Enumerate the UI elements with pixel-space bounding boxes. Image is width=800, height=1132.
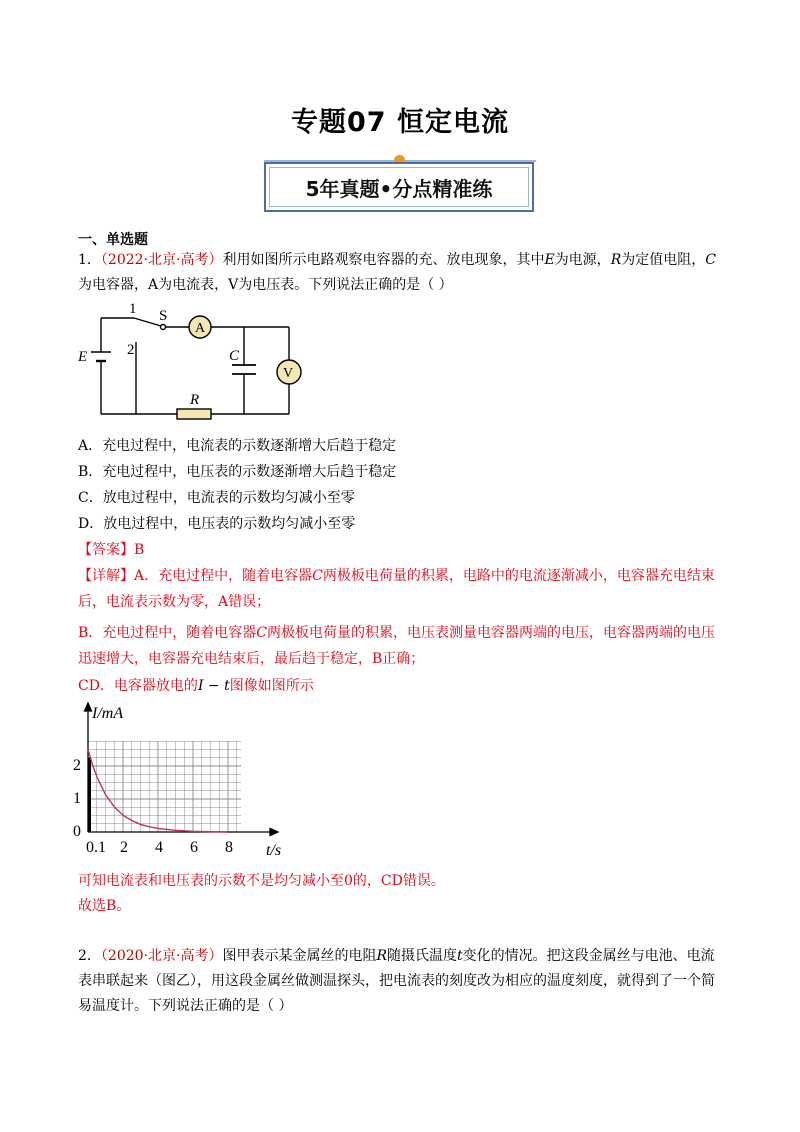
q2-stem-line1: 2．（2020·北京·高考）图甲表示某金属丝的电阻R随摄氏温度t变化的情况。把这段金属丝与电池、电流 [78, 948, 715, 964]
choose-line: 故选B。 [78, 898, 131, 914]
detail-line-3: B．充电过程中，随着电容器C两极板电荷量的积累，电压表测量电容器两端的电压，电容器两端的电压 [78, 625, 716, 641]
switch-arm [134, 318, 161, 326]
shaded-region [88, 758, 91, 833]
y-axis-arrow [85, 703, 92, 711]
var-c: C [312, 568, 323, 584]
option-b: B．充电过程中，电压表的示数逐渐增大后趋于稳定 [78, 464, 397, 480]
option-d: D．放电过程中，电压表的示数均匀减小至零 [78, 516, 356, 532]
detail-line-5: CD．电容器放电的I − t图像如图所示 [78, 678, 314, 694]
discharge-graph [68, 700, 313, 860]
q2-source: （2020·北京·高考） [100, 948, 223, 964]
detail-line-2: 后，电流表示数为零，A错误； [78, 594, 271, 610]
conclusion-line: 可知电流表和电压表的示数不是均匀减小至0的，CD错误。 [78, 873, 445, 889]
var-e: E [544, 252, 555, 268]
x-tick-label: 0.1 [86, 839, 106, 856]
detail-line-4: 迅速增大，电容器充电结束后，最后趋于稳定，B正确； [78, 651, 425, 667]
var-c: C [256, 625, 268, 641]
var-c: C [705, 252, 716, 268]
option-c: C．放电过程中，电流表的示数均匀减小至零 [78, 490, 355, 506]
switch-label: S [159, 308, 168, 324]
resistor-label: R [190, 392, 200, 408]
x-axis-arrow [270, 829, 278, 836]
q2-number: 2． [78, 948, 101, 964]
y-tick-label: 1 [73, 790, 81, 807]
x-tick-label: 6 [190, 839, 198, 856]
capacitor-label: C [229, 348, 240, 364]
x-axis-label: t/s [266, 842, 282, 859]
graph-grid [88, 741, 241, 832]
detail-line-1: 【详解】A．充电过程中，随着电容器C两极板电荷量的积累，电路中的电流逐渐减小，电容器充电结束 [78, 568, 715, 584]
var-i-t: I − t [197, 678, 230, 694]
resistor-r [177, 409, 211, 419]
circuit-diagram [74, 300, 304, 422]
page-title: 专题07 恒定电流 [291, 107, 509, 138]
battery-label: E [78, 349, 88, 365]
x-tick-label: 8 [225, 839, 233, 856]
q1-stem-text: 为电源， [554, 252, 611, 268]
q1-stem-line2: 为电容器，A为电流表，V为电压表。下列说法正确的是（ ） [78, 277, 453, 293]
voltmeter-label: V [283, 366, 294, 381]
y-axis-label: I/mA [92, 705, 124, 722]
q1-stem-line1 [78, 251, 716, 269]
var-t: t [457, 948, 463, 964]
q1-source: （2022·北京·高考） [100, 252, 223, 268]
switch-pivot [161, 325, 166, 330]
q1-stem-text: 为定值电阻， [621, 252, 706, 268]
ammeter-label: A [195, 321, 206, 336]
option-a: A．充电过程中，电流表的示数逐渐增大后趋于稳定 [78, 438, 397, 454]
q1-number: 1． [78, 252, 101, 268]
q1-stem-text: 利用如图所示电路观察电容器的充、放电现象，其中 [222, 252, 545, 268]
terminal-2-label: 2 [127, 342, 135, 358]
x-tick-label: 2 [120, 839, 128, 856]
var-r: R [376, 948, 387, 964]
q2-stem-line2: 表串联起来（图乙），用这段金属丝做测温探头，把电流表的刻度改为相应的温度刻度，就得到了一个简 [78, 973, 715, 989]
x-tick-label: 4 [155, 839, 163, 856]
y-tick-label: 2 [73, 757, 81, 774]
terminal-1-label: 1 [129, 301, 137, 317]
y-tick-label: 0 [73, 823, 81, 840]
banner-text: 5年真题•分点精准练 [269, 167, 529, 207]
answer-line: 【答案】B [78, 542, 145, 558]
var-r: R [610, 252, 622, 268]
banner-box [264, 162, 534, 212]
section-heading: 一、单选题 [78, 232, 148, 248]
q2-stem-line3: 易温度计。下列说法正确的是（ ） [78, 998, 293, 1014]
